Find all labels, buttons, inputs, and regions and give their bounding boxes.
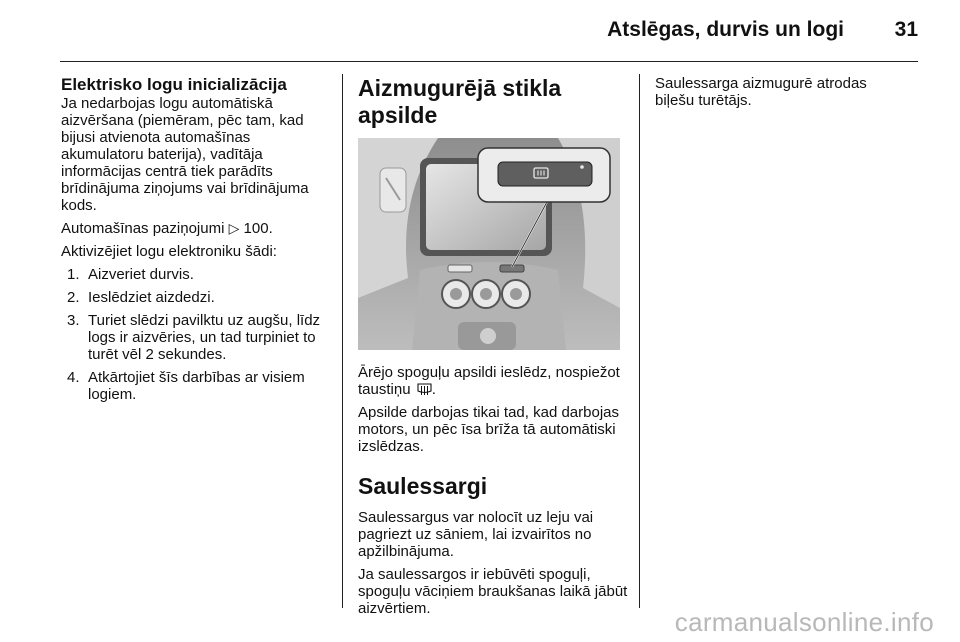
paragraph-ticket-holder: Saulessarga aizmugurē atrodas biļešu turētājs. (655, 75, 867, 109)
page-header (0, 0, 960, 64)
cross-reference-text: Automašīnas paziņojumi (61, 220, 225, 237)
steps-intro: Aktivizējiet logu elektroniku šādi: (61, 243, 277, 260)
page-number: 31 (894, 18, 918, 41)
column-divider-left (342, 74, 343, 608)
paragraph-window-init: Ja nedarbojas logu automātiskā aizvēršana (piemēram, pēc tam, kad bijusi atvienota automašīnas akumulatoru baterija), vadītāja informācijas centrā tiek parādīts brīdinājuma ziņojums vai brīdinājuma kods. (61, 95, 309, 214)
step-number: 4. (67, 369, 80, 386)
paragraph-sun-visor-mirrors: Ja saulessargos ir iebūvēti spoguļi, spoguļu vāciņiem braukšanas laikā jābūt aizvērtiem. (358, 566, 628, 617)
steps-list (61, 266, 333, 403)
header-title: Atslēgas, durvis un logi (607, 18, 844, 41)
step-number: 3. (67, 312, 80, 329)
section-heading-sun-visors: Saulessargi (358, 473, 488, 499)
column-2 (358, 75, 630, 623)
section-heading-rear-window-heating: Aizmugurējā stikla apsilde (358, 75, 562, 128)
paragraph-heating-operation: Apsilde darbojas tikai tad, kad darbojas motors, un pēc īsa brīža tā automātiski izslēdzas. (358, 404, 619, 455)
paragraph-heating-end: . (431, 381, 436, 398)
step-text: Turiet slēdzi pavilktu uz augšu, līdz logs ir aizvēries, un tad turpiniet to turēt vēl 2 sekundes. (88, 312, 321, 363)
paragraph-heating-text: Ārējo spoguļu apsildi ieslēdz, nospiežot taustiņu (358, 364, 620, 398)
step-text: Atkārtojiet šīs darbības ar visiem logiem. (88, 369, 305, 403)
step-item (61, 312, 333, 363)
paragraph-heating-activate (358, 364, 630, 398)
section-heading-window-init: Elektrisko logu inicializācija (61, 75, 287, 94)
column-1 (61, 75, 333, 409)
header-rule (60, 61, 918, 62)
step-text: Ieslēdziet aizdedzi. (88, 289, 215, 306)
cross-reference-arrow-icon: ▷ (228, 220, 240, 236)
step-number: 1. (67, 266, 80, 283)
column-divider-right (639, 74, 640, 608)
step-item (61, 289, 333, 306)
cross-reference-page: 100. (243, 220, 273, 237)
step-number: 2. (67, 289, 80, 306)
column-3 (655, 75, 910, 115)
dashboard-illustration (358, 138, 620, 350)
rear-window-heating-icon (417, 383, 432, 396)
step-text: Aizveriet durvis. (88, 266, 194, 283)
dashboard-figure (358, 138, 620, 350)
paragraph-sun-visors: Saulessargus var nolocīt uz leju vai pagriezt uz sāniem, lai izvairītos no apžilbinājuma. (358, 509, 594, 560)
step-item (61, 369, 333, 403)
step-item (61, 266, 333, 283)
watermark: carmanualsonline.info (674, 607, 934, 637)
cross-reference[interactable] (61, 220, 333, 237)
